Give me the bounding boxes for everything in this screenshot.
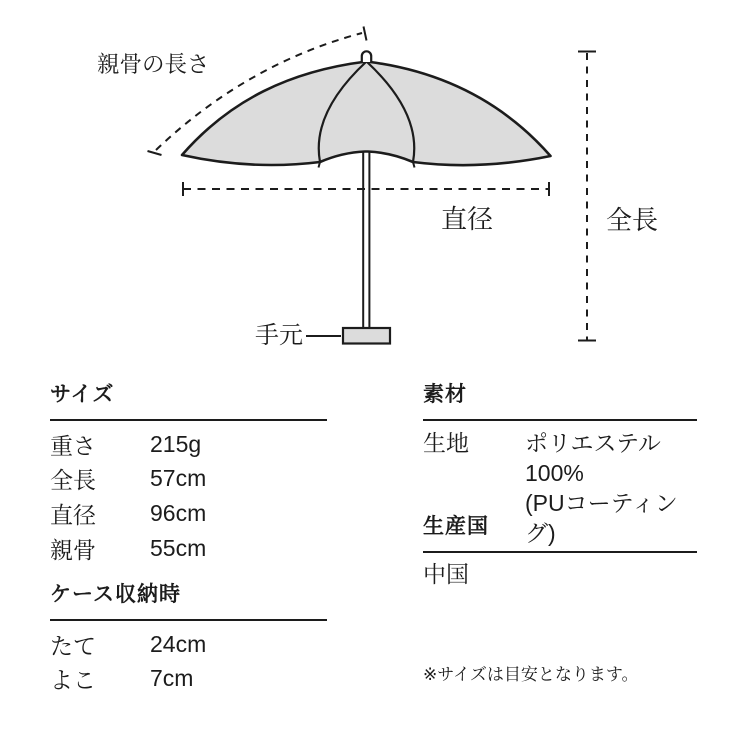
table-row [50, 531, 327, 566]
rib-length-label: 親骨の長さ [97, 52, 210, 77]
row-value: 55cm [150, 534, 207, 561]
table-row [50, 462, 327, 497]
size-disclaimer-note: ※サイズは目安となります。 [423, 665, 639, 684]
row-label: たて [50, 632, 96, 659]
material-section-title: 素材 [423, 384, 697, 421]
row-value: 57cm [150, 465, 207, 492]
row-label: 全長 [50, 467, 96, 494]
case-section [50, 584, 327, 696]
row-value: 215g [150, 430, 202, 457]
umbrella-canopy [182, 62, 551, 166]
row-label: 親骨 [50, 536, 96, 563]
umbrella-shaft [363, 150, 369, 328]
umbrella-ferrule [362, 51, 371, 62]
size-rows [50, 427, 327, 565]
umbrella-handle [343, 328, 390, 344]
total-length-label: 全長 [606, 205, 659, 235]
origin-value: 中国 [423, 561, 469, 587]
material-value-line2: (PUコーティング) [525, 490, 678, 546]
table-row [50, 662, 327, 697]
row-label: 直径 [50, 501, 96, 528]
case-rows [50, 627, 327, 696]
diameter-label: 直径 [441, 204, 494, 234]
table-row [50, 427, 327, 462]
table-row [50, 496, 327, 531]
size-section-title: サイズ [50, 384, 327, 421]
material-value-line1: ポリエステル100% [525, 430, 661, 486]
row-value: 96cm [150, 499, 207, 526]
origin-section [423, 516, 697, 586]
case-section-title: ケース収納時 [50, 584, 327, 621]
table-row [50, 627, 327, 662]
handle-label: 手元 [255, 322, 303, 349]
size-section [50, 384, 327, 565]
row-label: 重さ [50, 432, 96, 459]
row-label: よこ [50, 667, 96, 694]
row-value: 7cm [150, 665, 194, 692]
row-value: 24cm [150, 630, 207, 657]
row-label: 生地 [423, 430, 469, 456]
origin-section-title: 生産国 [423, 516, 697, 553]
